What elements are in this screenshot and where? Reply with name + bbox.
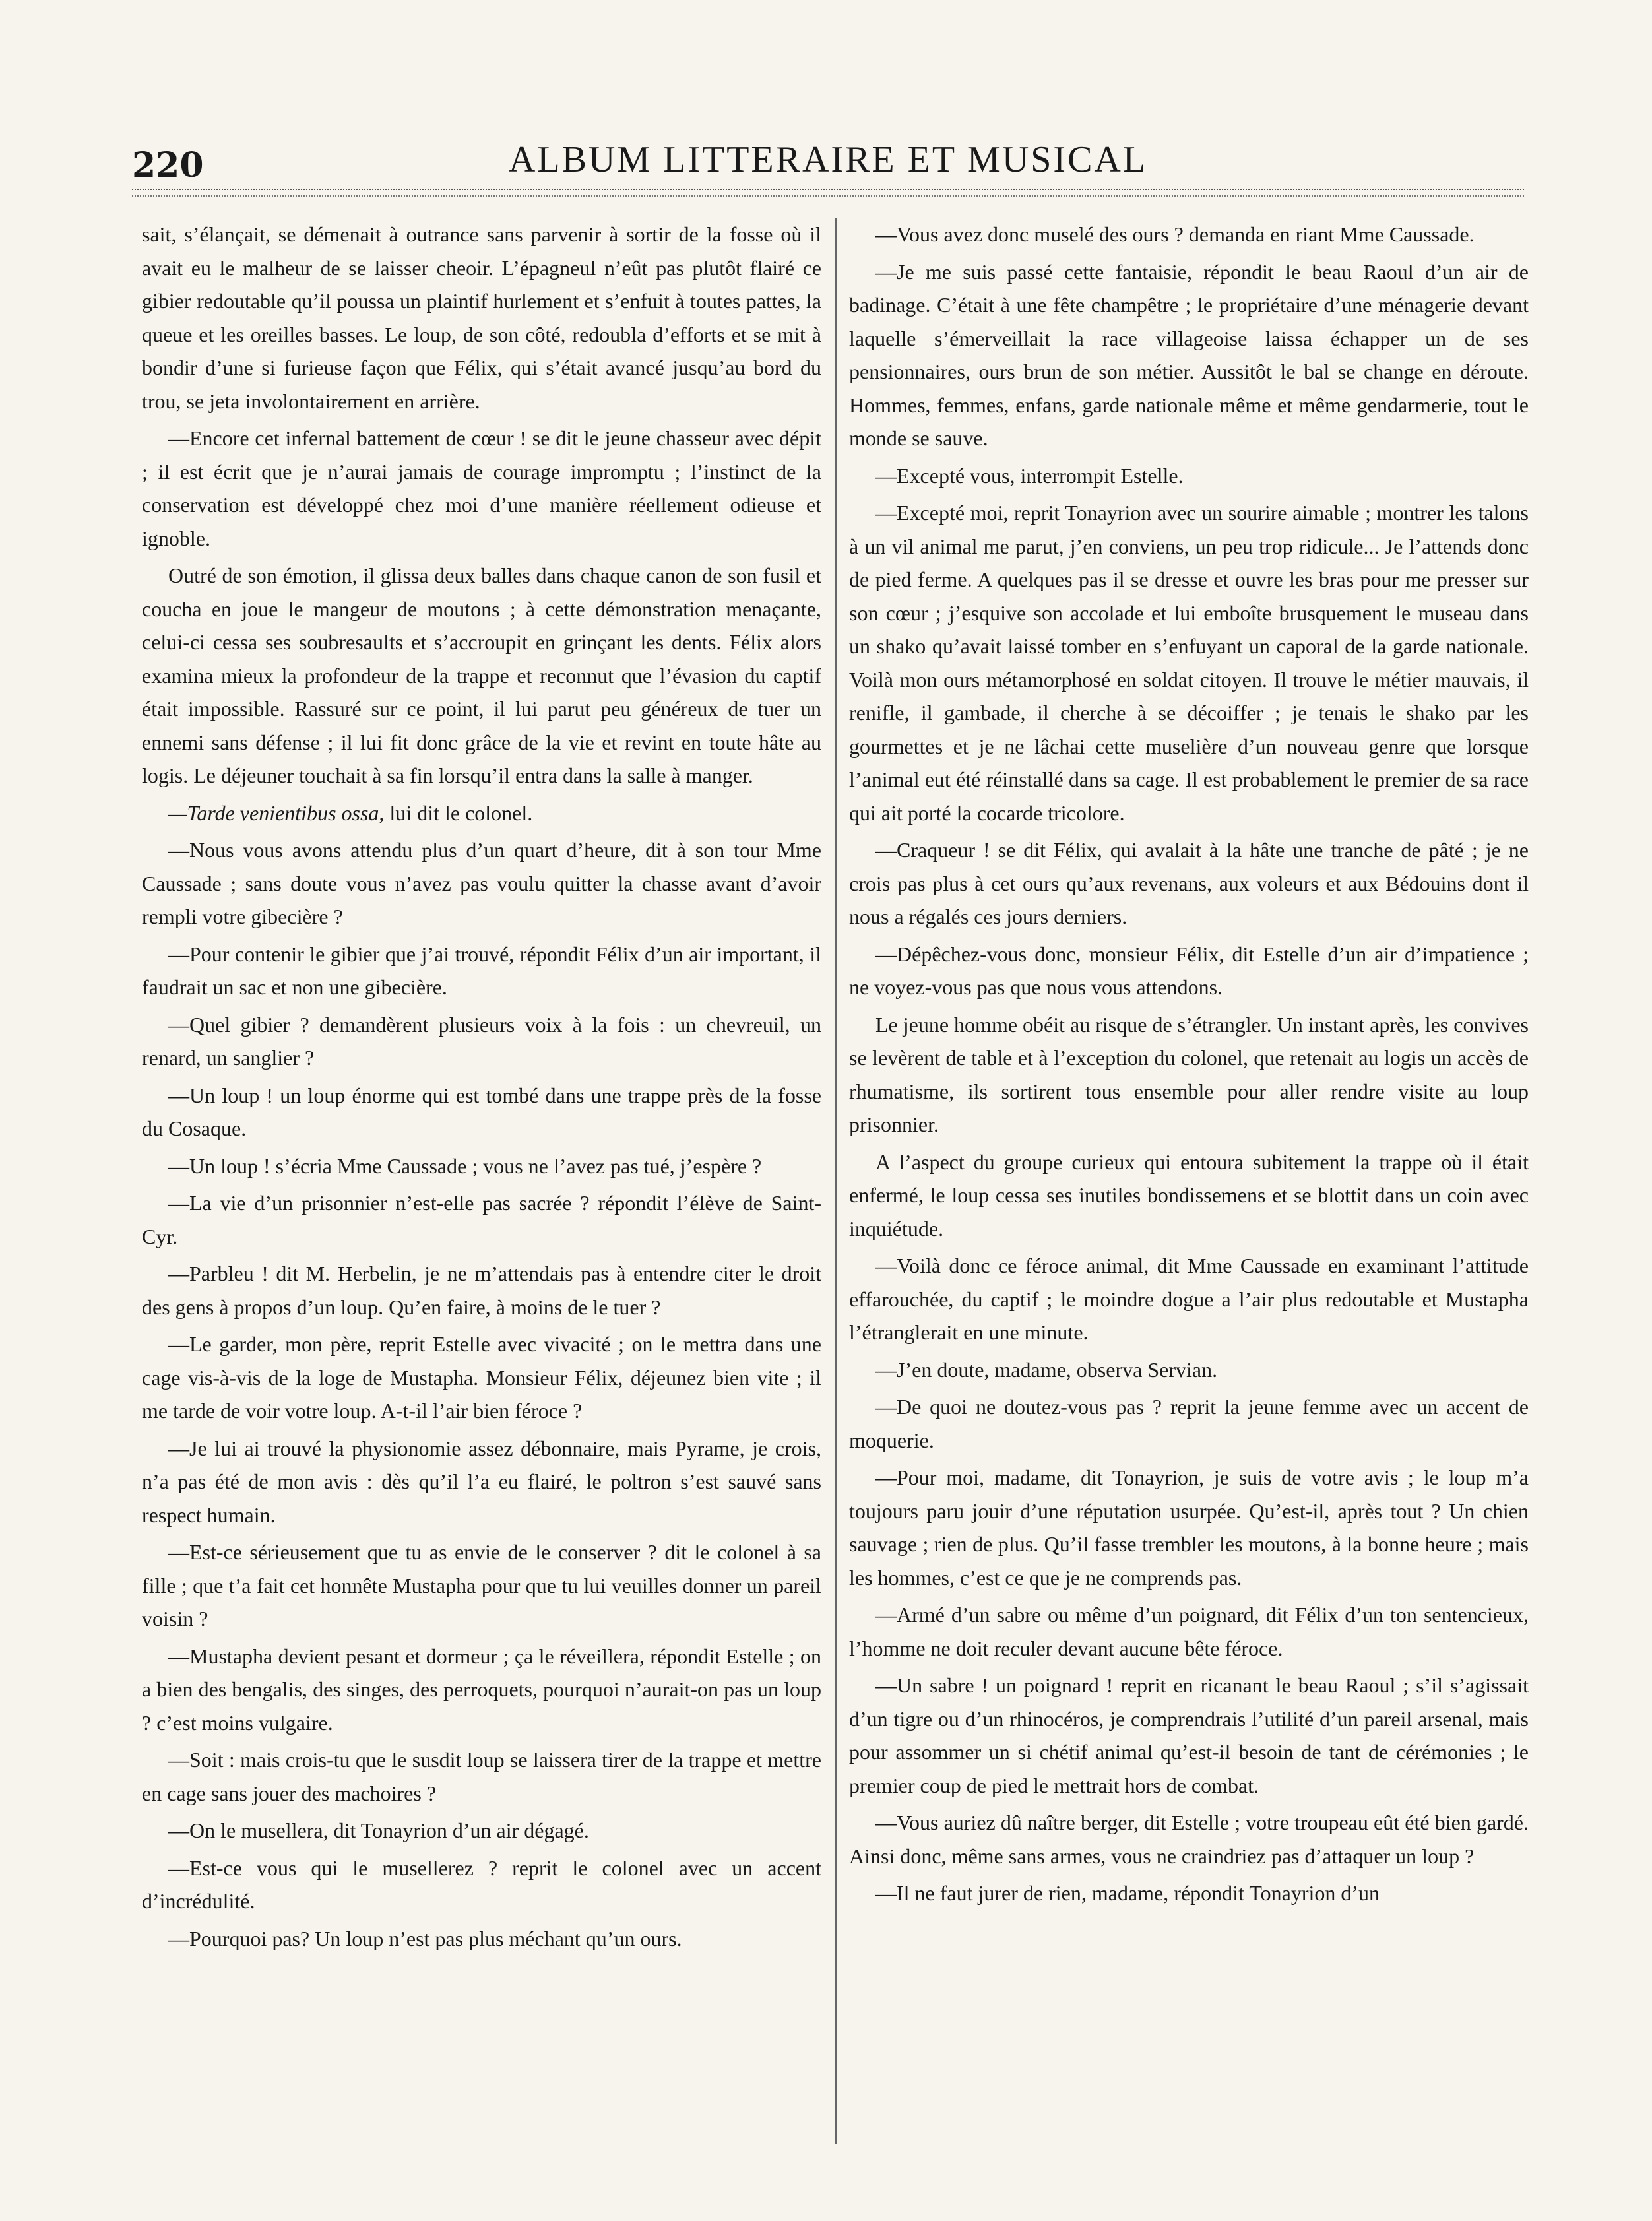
paragraph: —Craqueur ! se dit Félix, qui avalait à la hâte une tranche de pâté ; je ne crois pas plus à cet ours qu’aux revenans, aux voleurs et aux Bédouins dont il nous a régalés ces jours derniers. bbox=[849, 838, 1529, 928]
paragraph: —Un loup ! s’écria Mme Caussade ; vous ne l’avez pas tué, j’espère ? bbox=[168, 1153, 762, 1178]
paragraph-latin bbox=[142, 796, 821, 830]
right-column bbox=[849, 218, 1529, 2151]
page-header bbox=[132, 132, 1524, 191]
column-divider bbox=[835, 218, 837, 2144]
paragraph: Le jeune homme obéit au risque de s’étrangler. Un instant après, les convives se levèrent de table et à l’exception du colonel, que retenait au logis un accès de rhumatisme, ils sortirent tous ensemble pour aller rendre visite au loup prisonnier. bbox=[849, 1012, 1529, 1136]
paragraph: —Encore cet infernal battement de cœur ! se dit le jeune chasseur avec dépit ; il est écrit que je n’aurai jamais de courage impromptu ; l’instinct de la conservation est développé chez moi d’une manière réellement odieuse et ignoble. bbox=[142, 426, 821, 550]
paragraph: —Il ne faut jurer de rien, madame, répondit Tonayrion d’un bbox=[875, 1881, 1380, 1905]
paragraph: —Un loup ! un loup énorme qui est tombé dans une trappe près de la fosse du Cosaque. bbox=[142, 1083, 821, 1140]
paragraph: —Pourquoi pas? Un loup n’est pas plus méchant qu’un ours. bbox=[168, 1926, 682, 1950]
paragraph: —Nous vous avons attendu plus d’un quart d’heure, dit à son tour Mme Caussade ; sans doute vous n’avez pas voulu quitter la chasse avant d’avoir rempli votre gibecière ? bbox=[142, 838, 821, 928]
paragraph: A l’aspect du groupe curieux qui entoura subitement la trappe où il était enfermé, le loup cessa ses inutiles bondissemens et se blottit dans un coin avec inquiétude. bbox=[849, 1149, 1529, 1240]
paragraph: —Soit : mais crois-tu que le susdit loup se laissera tirer de la trappe et mettre en cage sans jouer des machoires ? bbox=[142, 1748, 821, 1805]
paragraph: Outré de son émotion, il glissa deux balles dans chaque canon de son fusil et coucha en joue le mangeur de moutons ; à cette démonstration menaçante, celui-ci cessa ses soubresaults et s’accroupit en grinçant les dents. Félix alors examina mieux la profondeur de la trappe et reconnut que l’évasion du captif était impossible. Rassuré sur ce point, il lui parut peu généreux de tuer un ennemi sans défense ; il lui fit donc grâce de la vie et revint en toute hâte au logis. Le déjeuner touchait à sa fin lorsqu’il entra dans la salle à manger. bbox=[142, 563, 821, 787]
paragraph: —La vie d’un prisonnier n’est-elle pas sacrée ? répondit l’élève de Saint-Cyr. bbox=[142, 1191, 821, 1248]
paragraph: —Parbleu ! dit M. Herbelin, je ne m’attendais pas à entendre citer le droit des gens à propos d’un loup. Qu’en faire, à moins de le tuer ? bbox=[142, 1262, 821, 1319]
paragraph: sait, s’élançait, se démenait à outrance sans parvenir à sortir de la fosse où il avait eu le malheur de se laisser cheoir. L’épagneul n’eût pas plutôt flairé ce gibier redoutable qu’il poussa un plaintif hurlement et s’enfuit à toutes pattes, la queue et les oreilles basses. Le loup, de son côté, redoubla d’efforts et se mit à bondir d’une si furieuse façon que Félix, qui s’était avancé jusqu’au bord du trou, se jeta involontairement en arrière. bbox=[142, 222, 821, 413]
paragraph: —J’en doute, madame, observa Servian. bbox=[875, 1357, 1218, 1382]
paragraph: —Voilà donc ce féroce animal, dit Mme Caussade en examinant l’attitude effarouchée, du captif ; le moindre dogue a l’air plus redoutable et Mustapha l’étranglerait en une minute. bbox=[849, 1254, 1529, 1344]
paragraph: —Pour contenir le gibier que j’ai trouvé, répondit Félix d’un air important, il faudrait un sac et non une gibecière. bbox=[142, 942, 821, 999]
latin-phrase: —Tarde venientibus ossa, bbox=[168, 800, 385, 825]
paragraph: —De quoi ne doutez-vous pas ? reprit la jeune femme avec un accent de moquerie. bbox=[849, 1395, 1529, 1452]
paragraph: —Un sabre ! un poignard ! reprit en ricanant le beau Raoul ; s’il s’agissait d’un tigre ou d’un rhinocéros, je comprendrais l’utilité d’un pareil arsenal, mais pour assommer un si chétif animal qu’est-il besoin de tant de cérémonies ; le premier coup de pied le mettrait hors de combat. bbox=[849, 1673, 1529, 1797]
paragraph: —Je me suis passé cette fantaisie, répondit le beau Raoul d’un air de badinage. C’était à une fête champêtre ; le propriétaire d’une ménagerie devant laquelle s’émerveillait la race villageoise laissa échapper un de ses pensionnaires, ours brun de son métier. Aussitôt le bal se change en déroute. Hommes, femmes, enfans, garde nationale même et même gendarmerie, tout le monde se sauve. bbox=[849, 259, 1529, 450]
paragraph: —Excepté moi, reprit Tonayrion avec un sourire aimable ; montrer les talons à un vil animal me parut, j’en conviens, un peu trop ridicule... Je l’attends donc de pied ferme. A quelques pas il se dresse et ouvre les bras pour me presser sur son cœur ; j’esquive son accolade et lui emboîte brusquement le museau dans un shako qu’avait laissé tomber en s’enfuyant un caporal de la garde nationale. Voilà mon ours métamorphosé en soldat citoyen. Il trouve le métier mauvais, il renifle, il gambade, il cherche à se décoiffer ; je tenais le shako par les gourmettes et je ne lâchai cette muselière d’un nouveau genre que lorsque l’animal eut été réinstallé dans sa cage. Il est probablement le premier de sa race qui ait porté la cocarde tricolore. bbox=[849, 501, 1529, 825]
paragraph: —Pour moi, madame, dit Tonayrion, je suis de votre avis ; le loup m’a toujours paru jouir d’une réputation usurpée. Qu’est-il, après tout ? Un chien sauvage ; rien de plus. Qu’il fasse trembler les moutons, à la bonne heure ; mais les hommes, c’est ce que je ne comprends pas. bbox=[849, 1465, 1529, 1590]
paragraph: —On le musellera, dit Tonayrion d’un air dégagé. bbox=[168, 1819, 589, 1842]
paragraph: —Le garder, mon père, reprit Estelle avec vivacité ; on le mettra dans une cage vis-à-vis de la loge de Mustapha. Monsieur Félix, déjeunez bien vite ; il me tarde de voir votre loup. A-t-il l’air bien féroce ? bbox=[142, 1332, 821, 1423]
paragraph: —Vous avez donc muselé des ours ? demanda en riant Mme Caussade. bbox=[875, 222, 1475, 246]
paragraph: —Mustapha devient pesant et dormeur ; ça le réveillera, répondit Estelle ; on a bien des bengalis, des singes, des perroquets, pourquoi n’aurait-on pas un loup ? c’est moins vulgaire. bbox=[142, 1644, 821, 1735]
paragraph: —Excepté vous, interrompit Estelle. bbox=[875, 463, 1184, 488]
left-column bbox=[142, 218, 821, 2151]
header-divider bbox=[132, 189, 1524, 197]
paragraph: —Quel gibier ? demandèrent plusieurs voix à la fois : un chevreuil, un renard, un sanglier ? bbox=[142, 1012, 821, 1070]
paragraph-text: lui dit le colonel. bbox=[389, 800, 533, 825]
paragraph: —Est-ce vous qui le musellerez ? reprit le colonel avec un accent d’incrédulité. bbox=[142, 1855, 821, 1913]
paragraph: —Vous auriez dû naître berger, dit Estelle ; votre troupeau eût été bien gardé. Ainsi donc, même sans armes, vous ne craindriez pas d’attaquer un loup ? bbox=[849, 1811, 1529, 1868]
paragraph: —Je lui ai trouvé la physionomie assez débonnaire, mais Pyrame, je crois, n’a pas été de mon avis : dès qu’il l’a eu flairé, le poltron s’est sauvé sans respect humain. bbox=[142, 1436, 821, 1527]
running-title: ALBUM LITTERAIRE ET MUSICAL bbox=[508, 139, 1148, 180]
paragraph: —Est-ce sérieusement que tu as envie de le conserver ? dit le colonel à sa fille ; que t’a fait cet honnête Mustapha pour que tu lui veuilles donner un pareil voisin ? bbox=[142, 1540, 821, 1630]
paragraph: —Armé d’un sabre ou même d’un poignard, dit Félix d’un ton sentencieux, l’homme ne doit reculer devant aucune bête féroce. bbox=[849, 1603, 1529, 1660]
paragraph: —Dépêchez-vous donc, monsieur Félix, dit Estelle d’un air d’impatience ; ne voyez-vous pas que nous vous attendons. bbox=[849, 942, 1529, 999]
page-number: 220 bbox=[132, 145, 204, 185]
